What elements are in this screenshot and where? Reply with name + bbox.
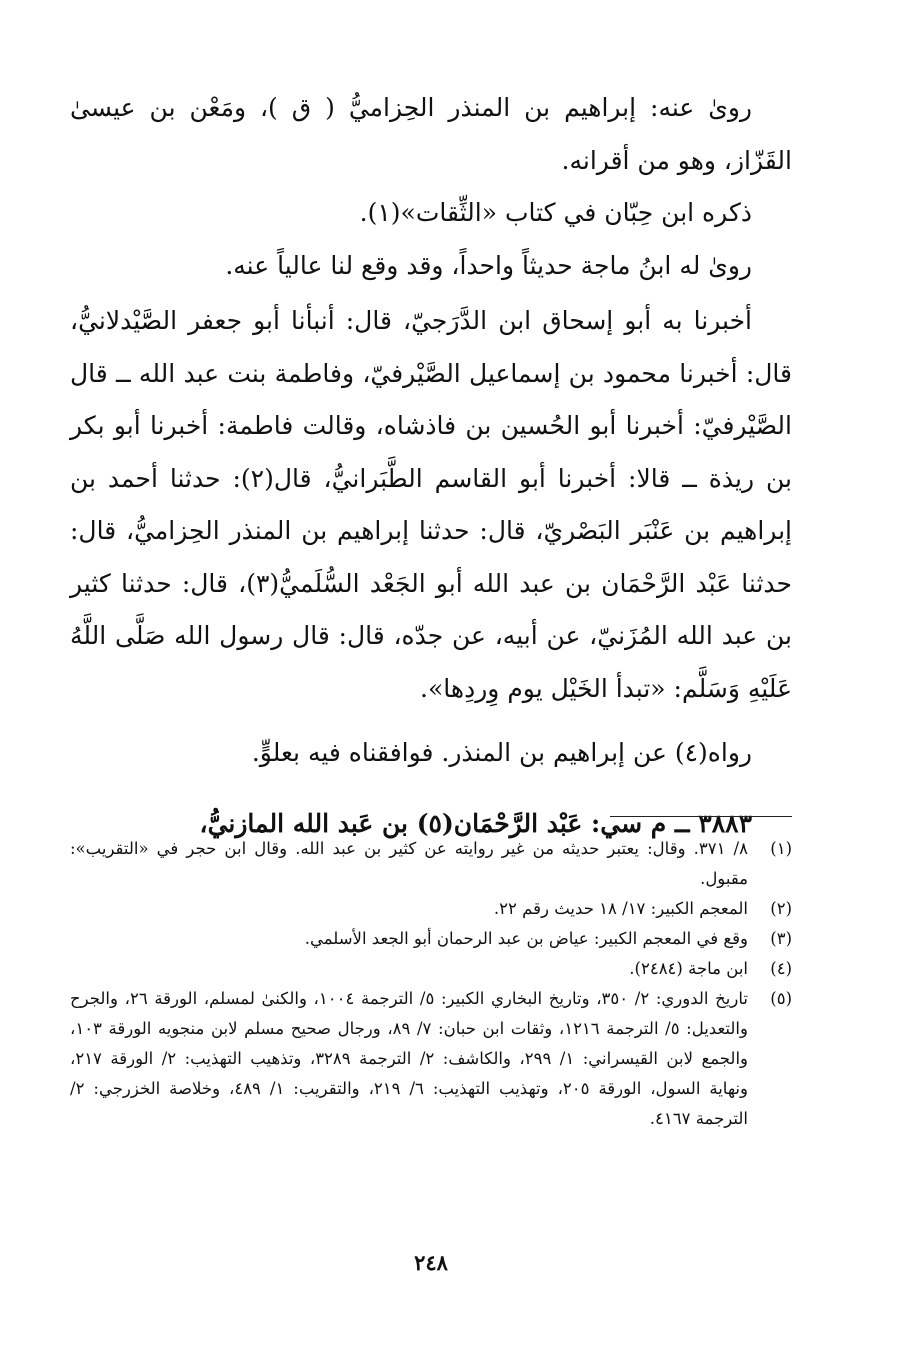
main-text	[70, 82, 792, 850]
footnote-text: ابن ماجة (٢٤٨٤).	[629, 959, 748, 978]
footnote-number: (٥)	[770, 989, 792, 1008]
footnote-number: (٢)	[770, 899, 792, 918]
footnote-5	[70, 984, 792, 1134]
footnote-3	[70, 924, 792, 954]
ibn-hibban-paragraph: ذكره ابن حِبّان في كتاب «الثِّقات»(١).	[359, 198, 752, 227]
isnad-paragraph: أخبرنا به أبو إسحاق ابن الدَّرَجيّ، قال: أنبأنا أبو جعفر الصَّيْدلانيُّ، قال: أخبرنا محمود بن إسماعيل الصَّيْرفيّ، وفاطمة بنت عبد الله ــ قال الصَّيْرفيّ: أخبرنا أبو الحُسين بن فاذشاه، وقالت فاطمة: أخبرنا أبو بكر بن ريذة ــ قالا: أخبرنا أبو القاسم الطَّبَرانيُّ، قال(٢): حدثنا أحمد بن إبراهيم بن عَنْبَر البَصْريّ، قال: حدثنا إبراهيم بن المنذر الحِزاميُّ، قال: حدثنا عَبْد الرَّحْمَان بن عبد الله أبو الجَعْد السُّلَميُّ(٣)، قال: حدثنا كثير بن عبد الله المُزَنيّ، عن أبيه، عن جدّه، قال: قال رسول الله صَلَّى اللَّهُ عَلَيْهِ وَسَلَّم: «تبدأ الخَيْل يوم وِردِها».	[70, 306, 792, 703]
footnote-text: وقع في المعجم الكبير: عياض بن عبد الرحمان أبو الجعد الأسلمي.	[304, 929, 748, 948]
page-number: ٢٤٨	[414, 1250, 448, 1275]
footnote-text: تاريخ الدوري: ٢/ ٣٥٠، وتاريخ البخاري الكبير: ٥/ الترجمة ١٠٠٤، والكنىٰ لمسلم، الورقة ٢٦، والجرح والتعديل: ٥/ الترجمة ١٢١٦، وثقات ابن حبان: ٧/ ٨٩، ورجال صحيح مسلم لابن منجويه الورقة ١٠٣، والجمع لابن القيسراني: ١/ ٢٩٩، والكاشف: ٢/ الترجمة ٣٢٨٩، وتذهيب التهذيب: ٢/ الورقة ٢١٧، ونهاية السول، الورقة ٢٠٥، وتهذيب التهذيب: ٦/ ٢١٩، والتقريب: ١/ ٤٨٩، وخلاصة الخزرجي: ٢/ الترجمة ٤١٦٧.	[70, 989, 749, 1128]
footnote-text: ٨/ ٣٧١. وقال: يعتبر حديثه من غير روايته عن كثير بن عبد الله. وقال ابن حجر في «التقريب»: مقبول.	[70, 839, 748, 888]
ibn-majah-paragraph: روىٰ له ابنُ ماجة حديثاً واحداً، وقد وقع لنا عالياً عنه.	[225, 250, 752, 280]
narrators-paragraph: روىٰ عنه: إبراهيم بن المنذر الحِزاميُّ ( ق )، ومَعْن بن عيسىٰ القَزّاز، وهو من أقرانه.	[70, 93, 792, 175]
book-page	[70, 82, 792, 1312]
footnote-4	[70, 954, 792, 984]
footnote-divider	[610, 816, 792, 817]
footnote-text: المعجم الكبير: ١٧/ ١٨ حديث رقم ٢٢.	[493, 899, 748, 918]
footnote-1	[70, 834, 792, 894]
footnotes	[70, 834, 792, 1134]
footnote-number: (٤)	[770, 959, 792, 978]
entry-heading: ٣٨٨٣ ــ م سي: عَبْد الرَّحْمَان(٥) بن عَبد الله المازنيُّ،	[199, 808, 752, 838]
rawah-paragraph: رواه(٤) عن إبراهيم بن المنذر. فوافقناه فيه بعلوٍّ.	[251, 738, 752, 767]
footnote-number: (٣)	[770, 929, 792, 948]
footnote-number: (١)	[770, 839, 792, 858]
footnote-2	[70, 894, 792, 924]
